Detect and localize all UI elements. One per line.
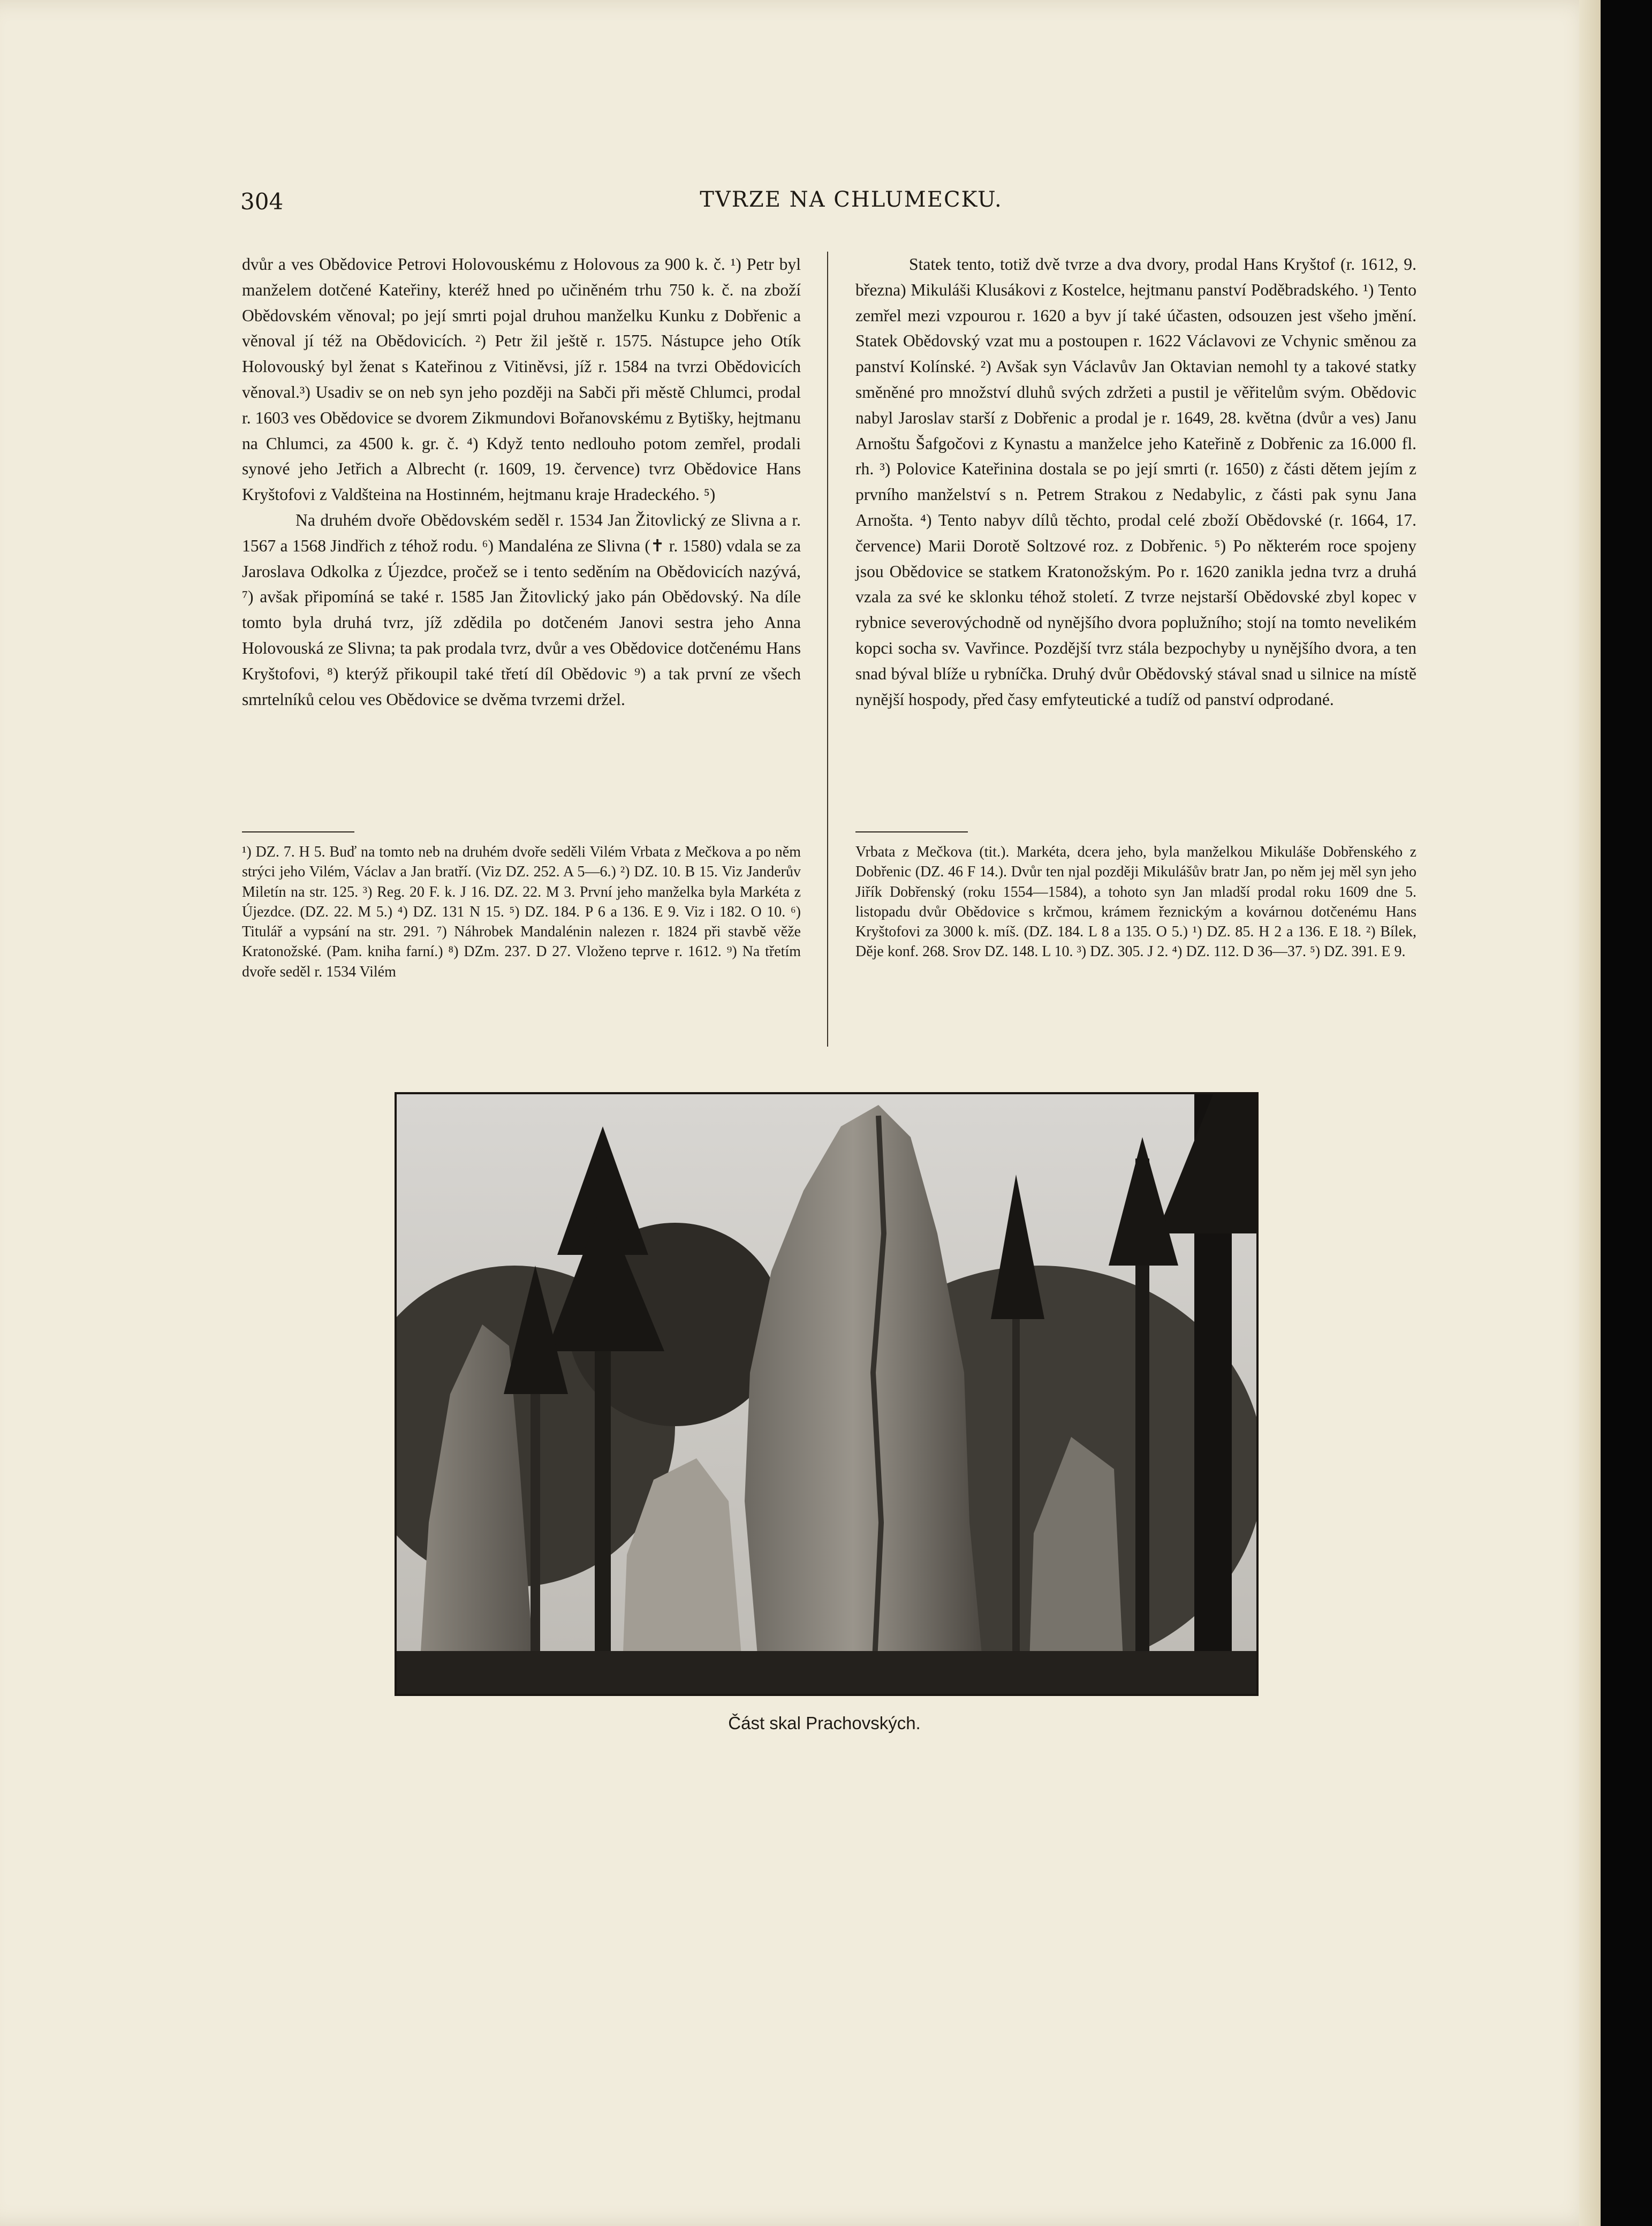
ground-shadow: [397, 1651, 1256, 1694]
column-divider: [827, 252, 828, 1047]
scan-border: [1601, 0, 1652, 2226]
right-footnotes-text: Vrbata z Mečkova (tit.). Markéta, dcera jeho, byla manželkou Mikuláše Dobřenského z Dobřenic (DZ. 46 F 14.). Dvůr ten njal později Mikulášův bratr Jan, po něm jej měl syn jeho Jiřík Dobřenský (roku 1554—1584), a tohoto syn Jan mladší prodal roku 1609 dne 5. listopadu dvůr Obědovice s krčmou, krámem řeznickým a kovárnou dotčenému Hans Kryštofovi za 3000 k. míš. (DZ. 184. L 8 a 135. O 5.) ¹) DZ. 85. H 2 a 136. E 18. ²) Bílek, Děje konf. 268. Srov DZ. 148. L 10. ³) DZ. 305. J 2. ⁴) DZ. 112. D 36—37. ⁵) DZ. 391. E 9.: [855, 844, 1416, 960]
running-title: TVRZE NA CHLUMECKU.: [700, 187, 1003, 212]
right-footnotes: [855, 842, 1416, 962]
footnote-rule-right: [855, 831, 968, 832]
left-footnotes: [242, 842, 801, 982]
right-paragraph-1: Statek tento, totiž dvě tvrze a dva dvory, prodal Hans Kryštof (r. 1612, 9. března) Mikuláši Klusákovi z Kostelce, hejtmanu panství Poděbradského. ¹) Tento zemřel mezi vzpourou r. 1620 a byv jí také účasten, odsouzen jest všeho jmění. Statek Obědovský vzat mu a postoupen r. 1622 Václavovi ze Vchynic směnou za panství Kolínské. ²) Avšak syn Václavův Jan Oktavian nemohl ty a takové statky směněné pro množství dluhů svých zdržeti a pustil je věřitelům svým. Obědovic nabyl Jaroslav starší z Dobřenic a prodal je r. 1649, 28. května (dvůr a ves) Janu Arnoštu Šafgočovi z Kynastu a manželce jeho Kateřině z Dobřenic za 16.000 fl. rh. ³) Polovice Kateřinina dostala se po její smrti (r. 1650) z části dětem jejím z prvního manželství s n. Petrem Strakou z Nedabylic, z části pak synu Jana Arnošta. ⁴) Tento nabyv dílů těchto, prodal celé zboží Obědovské (r. 1664, 17. července) Marii Dorotě Soltzové roz. z Dobřenic. ⁵) Po některém roce spojeny jsou Obědovice se statkem Kratonožským. Po r. 1620 zanikla jedna tvrz a druhá vzala za své ke sklonku téhož století. Z tvrze nejstarší Obědovské zbyl kopec v rybnice severovýchodně od nynějšího dvora poplužního; stojí na tomto nevelikém kopci socha sv. Vavřince. Pozdější tvrz stála bezpochyby u nynějšího dvora, a ten snad býval blíže u rybníčka. Druhý dvůr Obědovský stával snad u silnice na místě nynější hospody, před časy emfyteutické a tudíž od panství odprodané.: [855, 255, 1416, 709]
page-number: 304: [240, 188, 284, 215]
rock-photo-illustration: [397, 1094, 1256, 1694]
left-text-column: [242, 252, 801, 712]
left-footnotes-text: ¹) DZ. 7. H 5. Buď na tomto neb na druhém dvoře seděli Vilém Vrbata z Mečkova a po něm strýci jeho Vilém, Václav a Jan bratří. (Viz DZ. 252. A 5—6.) ²) DZ. 10. B 15. Viz Janderův Miletín na str. 125. ³) Reg. 20 F. k. J 16. DZ. 22. M 3. První jeho manželka byla Markéta z Újezdce. (DZ. 22. M 5.) ⁴) DZ. 131 N 15. ⁵) DZ. 184. P 6 a 136. E 9. Viz i 182. O 10. ⁶) Titulář a vypsání na str. 291. ⁷) Náhrobek Mandalénin nalezen r. 1824 při stavbě věže Kratonožské. (Pam. kniha farní.) ⁸) DZm. 237. D 27. Vloženo teprve r. 1612. ⁹) Na třetím dvoře seděl r. 1534 Vilém: [242, 844, 801, 980]
footnote-rule-left: [242, 831, 354, 832]
left-paragraph-1: dvůr a ves Obědovice Petrovi Holovouskému z Holovous za 900 k. č. ¹) Petr byl manželem dotčené Kateřiny, kteréž hned po učiněném trhu 750 k. č. na zboží Obědovském věnoval; po její smrti pojal druhou manželku Kunku z Dobřenic a věnoval jí též na Obědovicích. ²) Petr žil ještě r. 1575. Nástupce jeho Otík Holovouský byl ženat s Kateřinou z Vitiněvsi, jíž r. 1584 na tvrzi Obědovicích věnoval.³) Usadiv se on neb syn jeho později na Sabči při městě Chlumci, prodal r. 1603 ves Obědovice se dvorem Zikmundovi Bořanovskému z Bytišky, hejtmanu na Chlumci, za 4500 k. gr. č. ⁴) Když tento nedlouho potom zemřel, prodali synové jeho Jetřich a Albrecht (r. 1609, 19. července) tvrz Obědovice Hans Kryštofovi z Valdšteina na Hostinném, hejtmanu kraje Hradeckého. ⁵): [242, 255, 801, 504]
rock-photograph: [395, 1092, 1259, 1696]
left-paragraph-2: Na druhém dvoře Obědovském seděl r. 1534 Jan Žitovlický ze Slivna a r. 1567 a 1568 Jindřich z téhož rodu. ⁶) Mandaléna ze Slivna (✝ r. 1580) vdala se za Jaroslava Odkolka z Újezdce, pročež se i tento seděním na Obědovicích nazývá, ⁷) avšak připomíná se také r. 1585 Jan Žitovlický jako pán Obědovský. Na díle tomto byla druhá tvrz, jíž zdědila po dotčeném Janovi sestra jeho Anna Holovouská ze Slivna; ta pak prodala tvrz, dvůr a ves Obědovice dotčenému Hans Kryštofovi, ⁸) kterýž přikoupil také třetí díl Obědovic ⁹) a tak první ze všech smrtelníků celou ves Obědovice se dvěma tvrzemi držel.: [242, 510, 801, 709]
figure-caption: Část skal Prachovských.: [728, 1713, 921, 1733]
right-text-column: [855, 252, 1416, 712]
page-edge: [1579, 0, 1601, 2226]
